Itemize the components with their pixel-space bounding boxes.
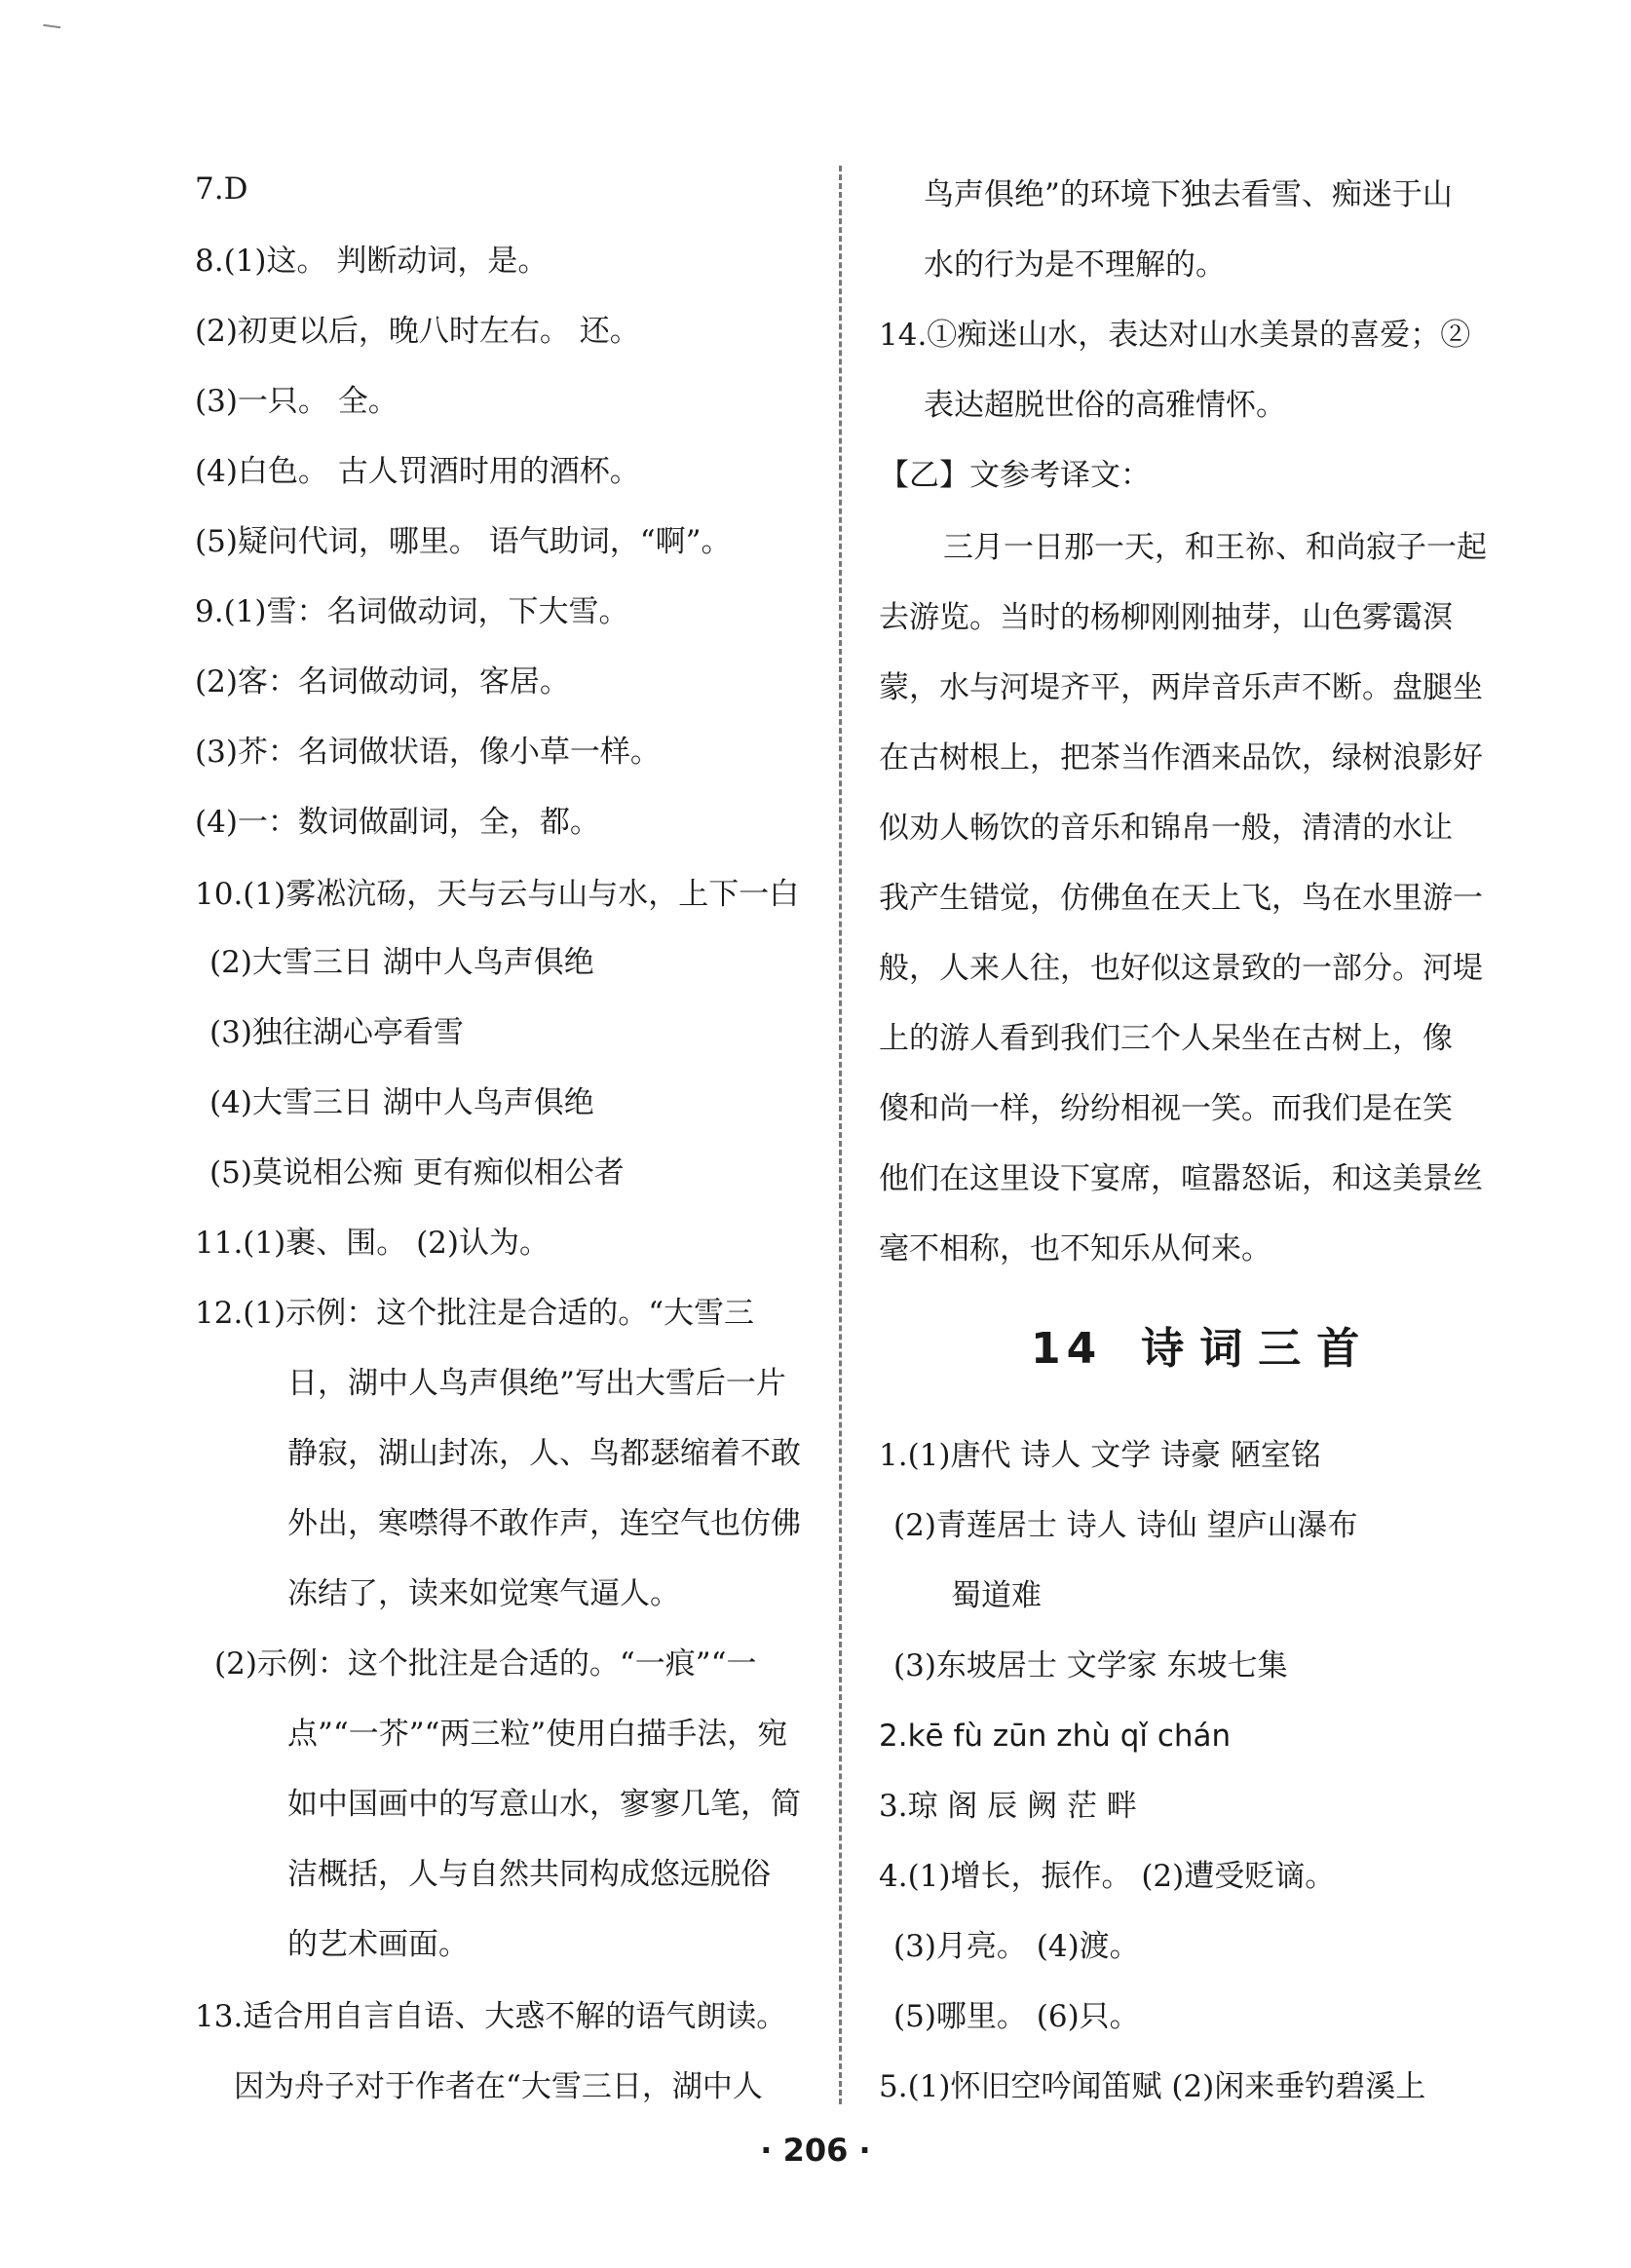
answer-line: (4)白色。 古人罚酒时用的酒杯。 bbox=[195, 454, 640, 489]
translation-line: 蒙，水与河堤齐平，两岸音乐声不断。盘腿坐 bbox=[879, 670, 1483, 705]
answer-line: (4)一：数词做副词，全，都。 bbox=[195, 805, 600, 840]
answer-line: (2)青莲居士 诗人 诗仙 望庐山瀑布 bbox=[893, 1508, 1358, 1543]
answer-line: (2)客：名词做动词，客居。 bbox=[195, 664, 570, 699]
section-number: 14 bbox=[1031, 1324, 1103, 1374]
answer-line: 1.(1)唐代 诗人 文学 诗豪 陋室铭 bbox=[879, 1438, 1321, 1473]
answer-line: 3.琼 阁 辰 阙 茫 畔 bbox=[879, 1789, 1137, 1824]
translation-line: 我产生错觉，仿佛鱼在天上飞，鸟在水里游一 bbox=[879, 881, 1483, 916]
answer-line: 13.适合用自言自语、大惑不解的语气朗读。 bbox=[195, 1999, 787, 2034]
answer-line: 5.(1)怀旧空吟闻笛赋 (2)闲来垂钓碧溪上 bbox=[879, 2069, 1426, 2104]
answer-line: 洁概括，人与自然共同构成悠远脱俗 bbox=[287, 1857, 771, 1892]
answer-line: 11.(1)裹、围。 (2)认为。 bbox=[195, 1226, 550, 1261]
answer-line: 12.(1)示例：这个批注是合适的。“大雪三 bbox=[195, 1296, 755, 1331]
answer-line: 9.(1)雪：名词做动词，下大雪。 bbox=[195, 594, 629, 629]
answer-line: (3)芥：名词做状语，像小草一样。 bbox=[195, 735, 661, 770]
answer-line: 蜀道难 bbox=[951, 1578, 1042, 1613]
answer-line: (3)月亮。 (4)渡。 bbox=[893, 1929, 1140, 1964]
answer-line: 日，湖中人鸟声俱绝”写出大雪后一片 bbox=[287, 1366, 786, 1401]
answer-line: 水的行为是不理解的。 bbox=[924, 247, 1226, 283]
answer-line: 点”“一芥”“两三粒”使用白描手法，宛 bbox=[287, 1717, 788, 1752]
translation-line: 上的游人看到我们三个人呆坐在古树上，像 bbox=[879, 1021, 1453, 1056]
answer-line: 因为舟子对于作者在“大雪三日，湖中人 bbox=[234, 2069, 763, 2104]
translation-line: 似劝人畅饮的音乐和锦帛一般，清清的水让 bbox=[879, 811, 1453, 846]
answer-line: (3)独往湖心亭看雪 bbox=[209, 1015, 464, 1050]
answer-line: 8.(1)这。 判断动词，是。 bbox=[195, 244, 549, 279]
answer-line: 的艺术画面。 bbox=[287, 1927, 469, 1962]
translation-line: 毫不相称，也不知乐从何来。 bbox=[879, 1231, 1271, 1266]
answer-line: 10.(1)雾凇沆砀，天与云与山与水，上下一白 bbox=[195, 877, 800, 912]
answer-line: (5)莫说相公痴 更有痴似相公者 bbox=[209, 1155, 625, 1191]
translation-line: 在古树根上，把茶当作酒来品饮，绿树浪影好 bbox=[879, 740, 1483, 775]
answer-line: (2)示例：这个批注是合适的。“一痕”“一 bbox=[214, 1646, 757, 1682]
translation-line: 傻和尚一样，纷纷相视一笑。而我们是在笑 bbox=[879, 1091, 1453, 1126]
answer-line: 如中国画中的写意山水，寥寥几笔，简 bbox=[287, 1787, 801, 1822]
answer-line: 2.kē fù zūn zhù qǐ chán bbox=[879, 1719, 1232, 1754]
answer-line: (2)大雪三日 湖中人鸟声俱绝 bbox=[209, 945, 594, 980]
answer-line: 外出，寒噤得不敢作声，连空气也仿佛 bbox=[287, 1506, 801, 1541]
section-title: 诗词三首 bbox=[1141, 1324, 1376, 1374]
scan-mark bbox=[43, 24, 61, 32]
answer-line: 14.①痴迷山水，表达对山水美景的喜爱；② bbox=[879, 318, 1471, 353]
answer-line: 7.D bbox=[195, 171, 248, 207]
answer-line: (5)疑问代词，哪里。 语气助词，“啊”。 bbox=[195, 524, 732, 559]
answer-line: (3)东坡居士 文学家 东坡七集 bbox=[893, 1648, 1288, 1683]
answer-line: (3)一只。 全。 bbox=[195, 384, 398, 419]
answer-line: 鸟声俱绝”的环境下独去看雪、痴迷于山 bbox=[924, 177, 1453, 212]
column-divider bbox=[839, 166, 842, 2104]
page-number: · 206 · bbox=[760, 2132, 871, 2169]
translation-heading: 【乙】文参考译文： bbox=[879, 458, 1151, 493]
translation-line: 去游览。当时的杨柳刚刚抽芽，山色雾霭溟 bbox=[879, 600, 1453, 635]
answer-line: 静寂，湖山封冻，人、鸟都瑟缩着不敢 bbox=[287, 1436, 801, 1471]
answer-line: (5)哪里。 (6)只。 bbox=[893, 1999, 1140, 2034]
translation-line: 三月一日那一天，和王祢、和尚寂子一起 bbox=[943, 530, 1487, 565]
answer-line: 4.(1)增长，振作。 (2)遭受贬谪。 bbox=[879, 1859, 1336, 1894]
section-heading bbox=[1031, 1313, 1375, 1376]
translation-line: 般，人来人往，也好似这景致的一部分。河堤 bbox=[879, 951, 1483, 986]
answer-line: (2)初更以后，晚八时左右。 还。 bbox=[195, 314, 640, 349]
answer-line: 表达超脱世俗的高雅情怀。 bbox=[924, 388, 1286, 423]
answer-line: 冻结了，读来如觉寒气逼人。 bbox=[287, 1576, 680, 1611]
translation-line: 他们在这里设下宴席，喧嚣怒诟，和这美景丝 bbox=[879, 1161, 1483, 1196]
answer-line: (4)大雪三日 湖中人鸟声俱绝 bbox=[209, 1085, 594, 1120]
